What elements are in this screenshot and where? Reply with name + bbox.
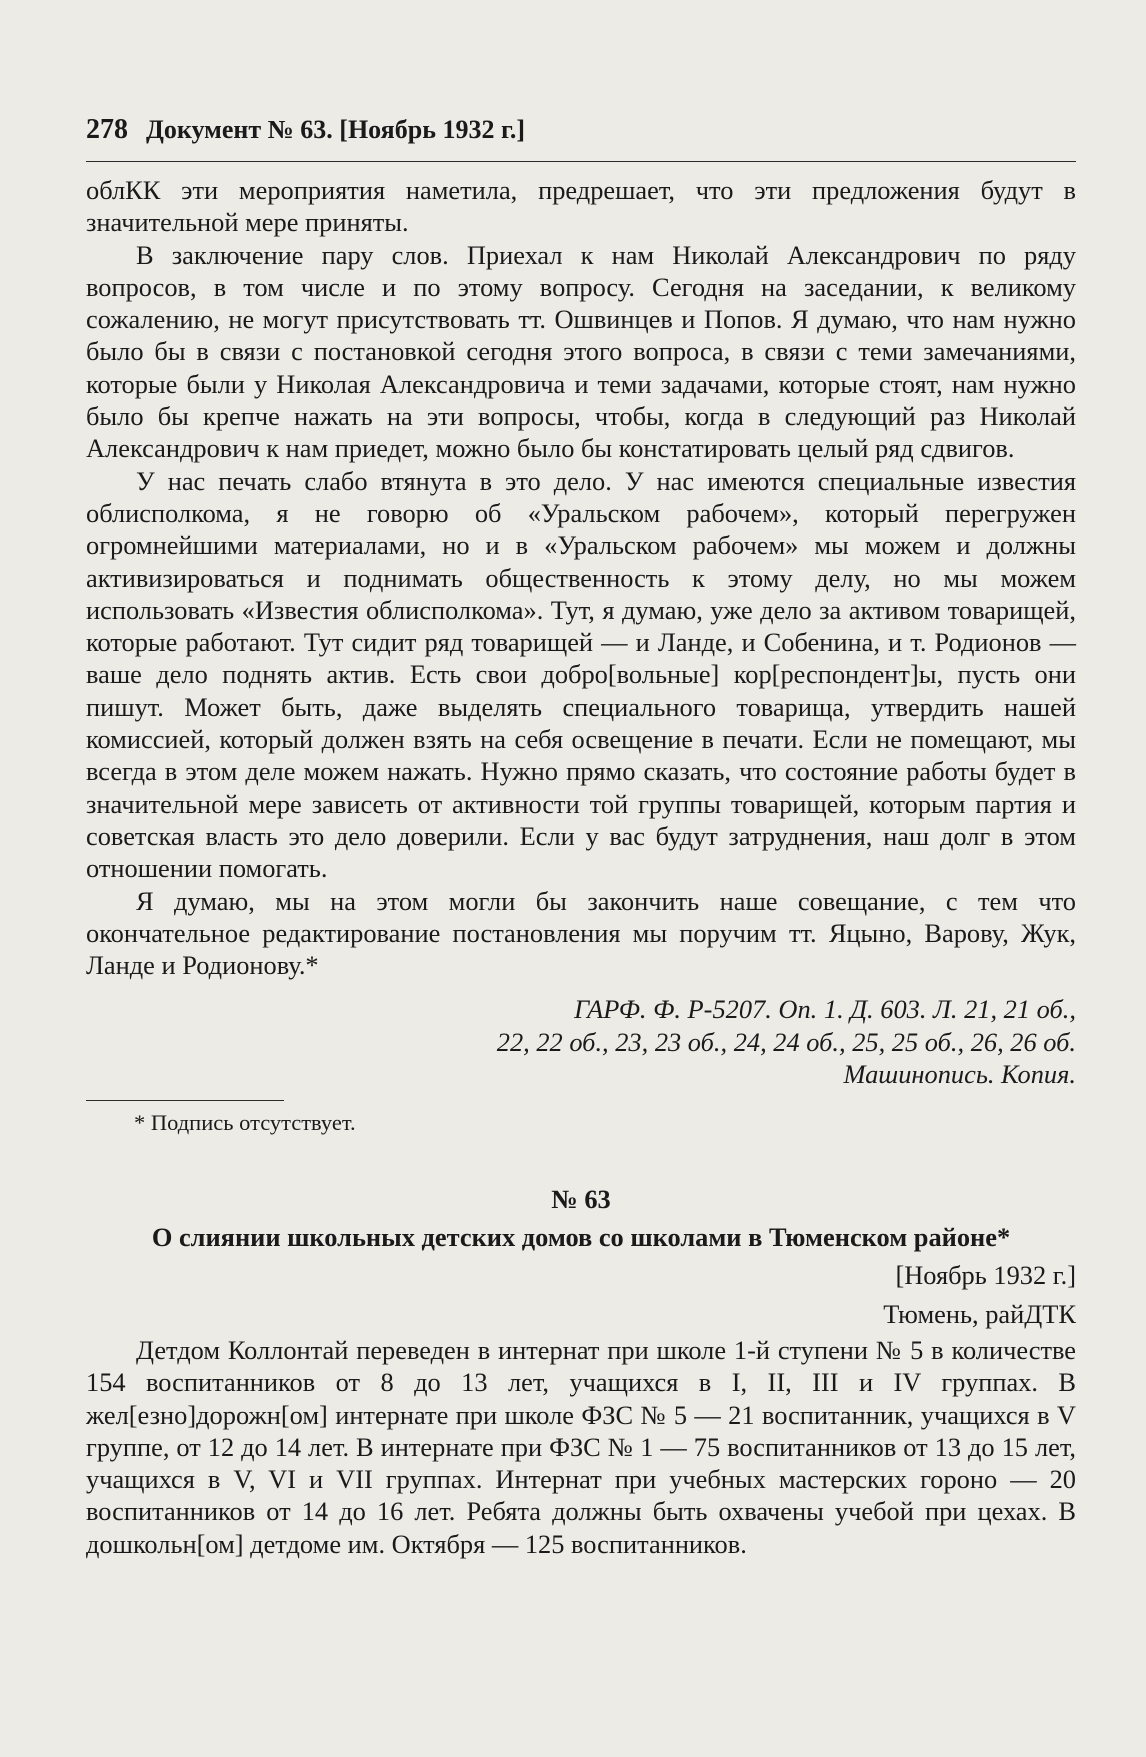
document-title: О слиянии школьных детских домов со школами в Тюменском районе* bbox=[151, 1222, 1011, 1253]
paragraph: У нас печать слабо втянута в это дело. У нас имеются специальные известия облисполкома, я не говорю об «Уральском рабочем», который перегружен огромнейшими материалами, но и в «Уральском рабочем» мы можем и должны активизироваться и поднимать общественность к этому делу, но мы можем использовать «Известия облисполкома». Тут, я думаю, уже дело за активом товарищей, которые работают. Тут сидит ряд товарищей — и Ланде, и Собенина, и т. Родионов — ваше дело поднять актив. Есть свои добро[вольные] кор[респондент]ы, пусть они пишут. Может быть, даже выделять специального товарища, утвердить нашей комиссией, который должен взять на себя освещение в печати. Если не помещают, мы всегда в этом деле можем нажать. Нужно прямо сказать, что состояние работы будет в значительной мере зависеть от активности той группы товарищей, которым партия и советская власть это дело доверили. Если у вас будут затруднения, наш долг в этом отношении помогать. bbox=[86, 465, 1076, 884]
document-place: Тюмень, райДТК bbox=[883, 1298, 1076, 1329]
page-number: 278 bbox=[86, 114, 128, 145]
archive-source-line: 22, 22 об., 23, 23 об., 24, 24 об., 25, 25 об., 26, 26 об. bbox=[496, 1026, 1076, 1057]
paragraph: В заключение пару слов. Приехал к нам Николай Александрович по ряду вопросов, в том числе и по этому вопросу. Сегодня на заседании, к великому сожалению, не могут присутствовать тт. Ошвинцев и Попов. Я думаю, что нам нужно было бы в связи с постановкой сегодня этого вопроса, в связи с теми замечаниями, которые были у Николая Александровича и теми задачами, которые стоят, нам нужно было бы крепче нажать на эти вопросы, чтобы, когда в следующий раз Николай Александрович к нам приедет, можно было бы констатировать целый ряд сдвигов. bbox=[86, 239, 1076, 464]
document-text bbox=[86, 1334, 1076, 1560]
paragraph: Я думаю, мы на этом могли бы закончить наше совещание, с тем что окончательное редактирование постановления мы поручим тт. Яцыно, Варову, Жук, Ланде и Родионову.* bbox=[86, 885, 1076, 981]
previous-document-text bbox=[86, 174, 1076, 981]
running-header bbox=[86, 112, 1076, 162]
paragraph: Детдом Коллонтай переведен в интернат при школе 1-й ступени № 5 в количестве 154 воспитанников от 8 до 13 лет, учащихся в I, II, III и IV группах. В жел[езно]дорожн[ом] интернате при школе ФЗС № 5 — 21 воспитанник, учащихся в V группе, от 12 до 14 лет. В интернате при ФЗС № 1 — 75 воспитанников от 13 до 15 лет, учащихся в V, VI и VII группах. Интернат при учебных мастерских гороно — 20 воспитанников от 14 до 16 лет. Ребята должны быть охвачены учебой при цехах. В дошкольн[ом] детдоме им. Октября — 125 воспитанников. bbox=[86, 1334, 1076, 1559]
page-content bbox=[86, 112, 1076, 1560]
footnote: * Подпись отсутствует. bbox=[134, 1110, 356, 1136]
document-number: № 63 bbox=[551, 1184, 611, 1215]
archive-source bbox=[86, 993, 1076, 1090]
running-title: Документ № 63. [Ноябрь 1932 г.] bbox=[146, 115, 525, 144]
footnote-divider bbox=[86, 1100, 284, 1101]
archive-source-line: ГАРФ. Ф. Р-5207. Оп. 1. Д. 603. Л. 21, 21 об., bbox=[574, 994, 1076, 1025]
archive-source-line: Машинопись. Копия. bbox=[843, 1059, 1076, 1090]
document-date: [Ноябрь 1932 г.] bbox=[895, 1260, 1076, 1291]
paragraph-continuation: облКК эти мероприятия наметила, предрешает, что эти предложения будут в значительной мере приняты. bbox=[86, 175, 1076, 238]
